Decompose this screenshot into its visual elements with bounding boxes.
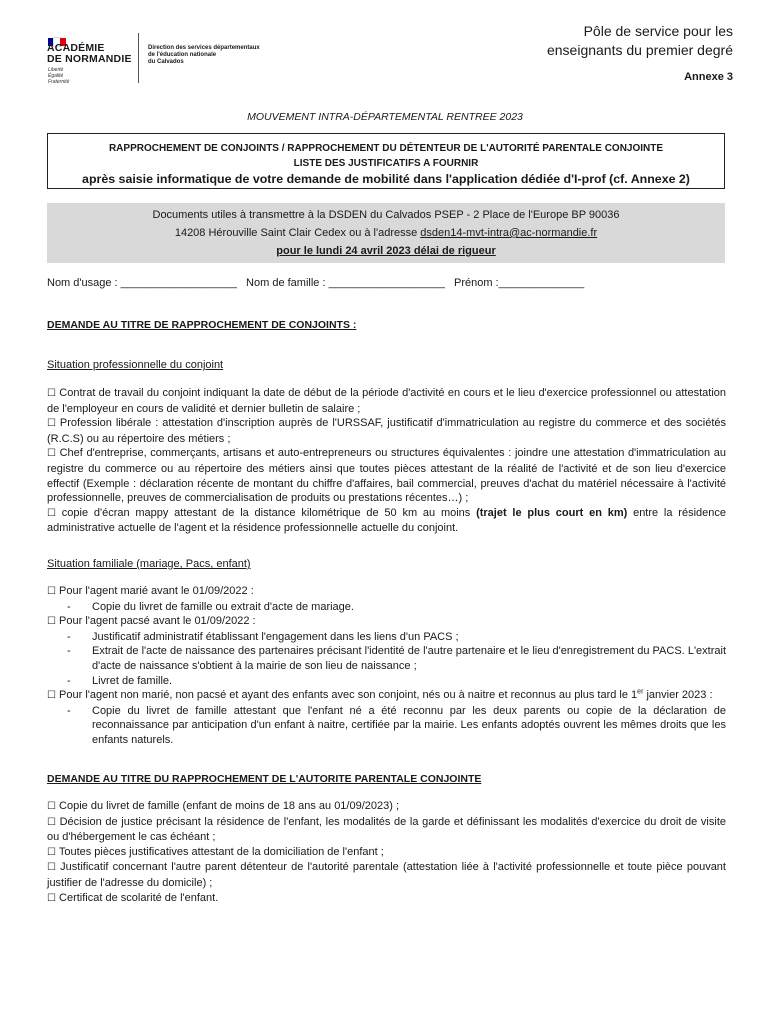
- logo-divider: [138, 33, 139, 83]
- list-item: [47, 416, 726, 446]
- list-item: [47, 584, 726, 600]
- pro-item-text: copie d'écran mappy attestant de la distance kilométrique de 50 km au moins: [61, 506, 477, 519]
- fam-item-text: Pour l'agent pacsé avant le 01/09/2022 :: [59, 615, 256, 628]
- list-item: [47, 614, 726, 630]
- family-situation-list: [47, 584, 726, 748]
- address-line1: Documents utiles à transmettre à la DSDEN du Calvados PSEP - 2 Place de l'Europe BP 90036: [152, 209, 620, 221]
- subject-line2: LISTE DES JUSTIFICATIFS A FOURNIR: [293, 158, 479, 169]
- sub-list-item: - Extrait de l'acte de naissance des partenaires précisant l'identité de l'autre partenaire et le lieu d'enregistrement du PACS. L'extrait d'acte de naissance s'obtient à la mairie de son lieu de naissance ;: [47, 644, 726, 673]
- parental-item-text: Copie du livret de famille (enfant de moins de 18 ans au 01/09/2023) ;: [59, 800, 400, 812]
- pro-item-bold: (trajet le plus court en km): [476, 506, 628, 519]
- checkbox-icon[interactable]: ☐: [47, 846, 56, 858]
- list-item: [47, 446, 726, 505]
- parental-item-text: Décision de justice précisant la résidence de l'enfant, les modalités de la garde et définissant les modalités d'exercice du droit de visite ou d'hébergement le cas échéant ;: [47, 815, 726, 844]
- nom-usage-field[interactable]: Nom d'usage : ___________________: [47, 277, 237, 289]
- checkbox-icon[interactable]: ☐: [47, 892, 56, 904]
- address-line2: [47, 224, 725, 242]
- parental-item-text: Toutes pièces justificatives attestant de la domiciliation de l'enfant ;: [58, 845, 384, 858]
- list-item: [47, 815, 726, 845]
- checkbox-icon[interactable]: ☐: [47, 388, 56, 399]
- deadline: pour le lundi 24 avril 2023 délai de rigueur: [276, 245, 496, 257]
- motto-line3: Fraternité: [48, 79, 70, 85]
- direction-line3: du Calvados: [148, 59, 184, 65]
- service-line2: enseignants du premier degré: [546, 42, 733, 58]
- nom-famille-field[interactable]: Nom de famille : ___________________: [246, 277, 445, 289]
- direction-name: [148, 45, 260, 66]
- pro-item-text: Chef d'entreprise, commerçants, artisans et auto-entrepreneurs ou structures équivalentes : joindre une attestation d'immatriculation au registre du commerce ou au répertoire des métiers ainsi que toutes pièces attestant de la réalité de l'activité et de son lieu d'exercice effectif (Exemple : déclaration récente de montant du chiffre d'affaires, bail commercial, preuves d'achat du matériel nécessaire à l'activité professionnelle, preuves de commercialisation de produits ou prestations récentes…) ;: [47, 447, 726, 505]
- sub-list-item: - Justificatif administratif établissant l'engagement dans les liens d'un PACS ;: [47, 630, 726, 645]
- submission-info-box: [47, 203, 725, 263]
- service-line1: Pôle de service pour les: [583, 23, 733, 39]
- parental-item-text: Justificatif concernant l'autre parent détenteur de l'autorité parentale (attestation liée à l'activité professionnelle et toute pièce pouvant justifier de l'adresse du domicile) ;: [47, 861, 726, 889]
- checkbox-icon[interactable]: ☐: [47, 616, 56, 628]
- subject-line1: RAPPROCHEMENT DE CONJOINTS / RAPPROCHEMENT DU DÉTENTEUR DE L'AUTORITÉ PARENTALE CONJOINTE: [108, 143, 664, 154]
- motto-line2: Égalité: [48, 73, 64, 79]
- email-link[interactable]: dsden14-mvt-intra@ac-normandie.fr: [420, 227, 598, 239]
- checkbox-icon[interactable]: ☐: [47, 862, 56, 874]
- checkbox-icon[interactable]: ☐: [47, 418, 56, 430]
- parental-authority-list: [47, 799, 726, 906]
- parental-item-text: Certificat de scolarité de l'enfant.: [59, 891, 219, 904]
- list-item: [47, 860, 726, 890]
- list-item: [47, 386, 726, 416]
- identity-fields: [47, 277, 584, 289]
- superscript: er: [637, 688, 644, 696]
- pro-situation-title: Situation professionnelle du conjoint: [47, 359, 224, 371]
- prenom-field[interactable]: Prénom :______________: [453, 277, 585, 289]
- annex-label: Annexe 3: [684, 71, 733, 83]
- motto-line1: Liberté: [48, 67, 64, 73]
- list-item: [47, 891, 726, 907]
- pro-item-text: entre la résidence administrative actuelle de l'agent et la résidence professionnelle actuelle du conjoint.: [47, 506, 726, 535]
- checkbox-icon[interactable]: ☐: [47, 507, 56, 519]
- list-item: [47, 506, 726, 536]
- sub-list-item: - Copie du livret de famille attestant que l'enfant né a été reconnu par les deux parents ou copie de la déclaration de reconnaissance par anticipation d'un enfant à naitre, certifiée par la mairie. Les enfants adoptés ouvrent les mêmes droits que les enfants naturels.: [47, 704, 726, 748]
- republic-motto: [48, 67, 69, 85]
- address-line2-prefix: 14208 Hérouville Saint Clair Cedex ou à l'adresse: [174, 227, 421, 239]
- section-heading-autorite-parentale: DEMANDE AU TITRE DU RAPPROCHEMENT DE L'AUTORITE PARENTALE CONJOINTE: [47, 773, 482, 785]
- academy-name-line1: ACADÉMIE: [47, 42, 105, 54]
- checkbox-icon[interactable]: ☐: [47, 801, 56, 812]
- document-title: MOUVEMENT INTRA-DÉPARTEMENTAL RENTREE 2023: [247, 111, 523, 123]
- section-heading-conjoints: DEMANDE AU TITRE DE RAPPROCHEMENT DE CONJOINTS :: [47, 319, 357, 331]
- list-item: [47, 799, 726, 815]
- academy-name: [47, 43, 132, 65]
- subject-box: [47, 133, 725, 189]
- pro-item-text: Profession libérale : attestation d'inscription auprès de l'URSSAF, justificatif d'immatriculation au registre du commerce et des sociétés (R.C.S) ou au répertoire des métiers ;: [47, 417, 726, 445]
- fam-item-text: Pour l'agent marié avant le 01/09/2022 :: [59, 585, 254, 597]
- direction-line1: Direction des services départementaux: [148, 45, 260, 51]
- checkbox-icon[interactable]: ☐: [47, 586, 56, 597]
- list-item: [47, 845, 726, 861]
- marianne-logo-icon: [48, 33, 66, 41]
- pro-item-text: Contrat de travail du conjoint indiquant la date de début de la période d'activité en cours et le lieu d'exercice professionnel ou attestation de l'employeur en cours de validité et dernier bulletin de salaire ;: [47, 387, 726, 415]
- sub-list-item: - Copie du livret de famille ou extrait d'acte de mariage.: [47, 600, 726, 615]
- service-name: [547, 22, 733, 60]
- checkbox-icon[interactable]: ☐: [47, 690, 56, 702]
- sub-list-item: - Livret de famille.: [47, 674, 726, 689]
- direction-line2: de l'éducation nationale: [148, 52, 217, 58]
- checkbox-icon[interactable]: ☐: [47, 448, 56, 460]
- checkbox-icon[interactable]: ☐: [47, 816, 56, 828]
- pro-situation-list: [47, 386, 726, 536]
- list-item: [47, 688, 726, 704]
- fam-item-text: janvier 2023 :: [643, 689, 713, 702]
- family-situation-title: Situation familiale (mariage, Pacs, enfant): [47, 558, 251, 570]
- subject-line3: après saisie informatique de votre demande de mobilité dans l'application dédiée d'I-prof (cf. Annexe 2): [82, 172, 690, 186]
- academy-name-line2: DE NORMANDIE: [47, 53, 132, 65]
- fam-item-text: Pour l'agent non marié, non pacsé et ayant des enfants avec son conjoint, nés ou à naitre et reconnus au plus tard le 1: [59, 689, 638, 702]
